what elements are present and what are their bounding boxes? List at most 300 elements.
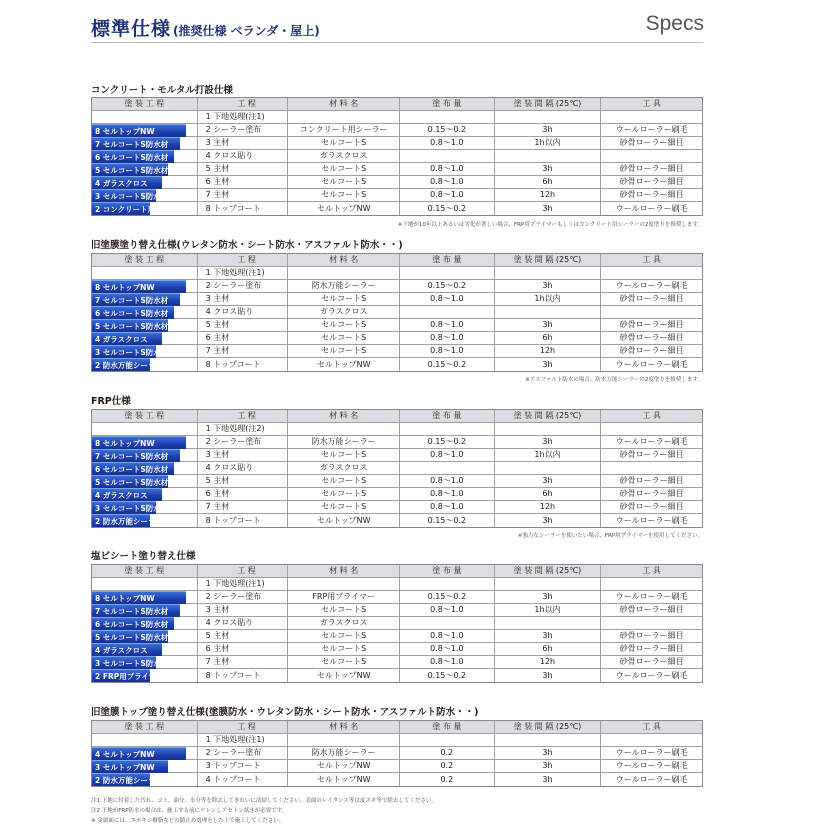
table-cell — [494, 423, 601, 435]
table-cell: 4 クロス貼り — [197, 617, 288, 629]
table-header-row — [92, 410, 702, 423]
table-cell: ガラスクロス — [287, 617, 399, 629]
table-cell: 0.2 — [399, 773, 494, 786]
table-cell — [600, 150, 702, 162]
layer-step-label: 7 セルコートS防水材 — [92, 137, 180, 150]
table-cell: 2 シーラー塗布 — [197, 280, 288, 292]
table-cell — [287, 578, 399, 590]
table-cell: セルコートS — [287, 501, 399, 513]
column-header: 工 程 — [197, 98, 288, 110]
table-cell — [600, 734, 702, 746]
stair-cell — [92, 423, 197, 435]
table-row — [92, 293, 702, 306]
column-header: 塗 布 量 — [399, 254, 494, 266]
table-cell — [600, 617, 702, 629]
layer-step-label: 6 セルコートS防水材 — [92, 462, 174, 475]
table-cell: 0.15〜0.2 — [399, 280, 494, 292]
table-cell: 0.15〜0.2 — [399, 669, 494, 682]
section-title: 旧塗膜塗り替え仕様(ウレタン防水・シート防水・アスファルト防水・・) — [91, 240, 403, 251]
table-cell — [600, 267, 702, 279]
table-row — [92, 475, 702, 488]
layer-step-label: 7 セルコートS防水材 — [92, 449, 180, 462]
table-cell: 3h — [494, 280, 601, 292]
column-header: 材 料 名 — [287, 721, 399, 733]
column-header: 工 具 — [600, 98, 702, 110]
table-cell: 6h — [494, 488, 601, 500]
column-header: 塗 装 間 隔 (25℃) — [494, 98, 601, 110]
table-cell: 1 下地処理(注1) — [197, 111, 288, 123]
table-cell: セルコートS — [287, 189, 399, 201]
table-cell — [600, 423, 702, 435]
layer-step-label: 2 防水万能シーラー — [92, 773, 150, 786]
table-cell: 1h以内 — [494, 293, 601, 305]
layer-step-label: 4 セルトップNW — [92, 747, 186, 760]
table-cell: 1h以内 — [494, 604, 601, 616]
layer-step-label: 3 セルコートS防水材 — [92, 345, 156, 358]
section-title: FRP仕様 — [91, 396, 131, 407]
table-cell: 砂骨ローラー細目 — [600, 345, 702, 357]
table-row — [92, 111, 702, 124]
column-header: 塗 布 量 — [399, 98, 494, 110]
table-cell: ウールローラー刷毛 — [600, 358, 702, 371]
table-row — [92, 189, 702, 202]
table-cell: 0.8〜1.0 — [399, 345, 494, 357]
table-cell — [399, 734, 494, 746]
column-header: 工 程 — [197, 410, 288, 422]
table-cell: 4 トップコート — [197, 773, 288, 786]
table-cell: 1 下地処理(注1) — [197, 267, 288, 279]
table-cell: 7 主材 — [197, 501, 288, 513]
spec-table — [91, 564, 703, 683]
table-cell: 3 主材 — [197, 449, 288, 461]
table-cell: 0.15〜0.2 — [399, 124, 494, 136]
layer-step-label: 7 セルコートS防水材 — [92, 293, 180, 306]
table-cell: ウールローラー刷毛 — [600, 202, 702, 215]
column-header: 工 程 — [197, 721, 288, 733]
column-header: 材 料 名 — [287, 254, 399, 266]
table-cell: 0.15〜0.2 — [399, 591, 494, 603]
table-cell: 1h以内 — [494, 137, 601, 149]
table-cell: セルコートS — [287, 332, 399, 344]
table-cell: 防水万能シーラー — [287, 747, 399, 759]
layer-step-label: 3 セルコートS防水材 — [92, 501, 156, 514]
table-row — [92, 488, 702, 501]
table-cell: 砂骨ローラー細目 — [600, 604, 702, 616]
table-cell: 防水万能シーラー — [287, 280, 399, 292]
stair-cell — [92, 578, 197, 590]
layer-step-label: 2 防水万能シーラー — [92, 514, 150, 527]
table-row — [92, 332, 702, 345]
table-cell: 3h — [494, 747, 601, 759]
table-row — [92, 345, 702, 358]
column-header: 工 程 — [197, 254, 288, 266]
table-cell: 3 主材 — [197, 293, 288, 305]
table-cell — [494, 306, 601, 318]
layer-step-label: 4 ガラスクロス — [92, 176, 162, 189]
table-cell: 4 クロス貼り — [197, 462, 288, 474]
column-header: 工 程 — [197, 565, 288, 577]
table-row — [92, 734, 702, 747]
table-cell: セルトップNW — [287, 669, 399, 682]
table-cell — [287, 267, 399, 279]
table-row — [92, 137, 702, 150]
column-header: 塗 装 工 程 — [124, 411, 165, 420]
table-cell: セルコートS — [287, 643, 399, 655]
table-cell: セルコートS — [287, 449, 399, 461]
table-cell: 3h — [494, 514, 601, 527]
layer-step-label: 2 防水万能シーラー — [92, 358, 150, 371]
table-cell: 砂骨ローラー細目 — [600, 332, 702, 344]
table-cell — [494, 462, 601, 474]
table-header-row — [92, 721, 702, 734]
column-header: 塗 装 工 程 — [124, 255, 165, 264]
layer-step-label: 3 セルコートS防水材 — [92, 656, 156, 669]
table-cell: ガラスクロス — [287, 150, 399, 162]
table-row — [92, 423, 702, 436]
table-cell: 砂骨ローラー細目 — [600, 449, 702, 461]
layer-step-label: 4 ガラスクロス — [92, 488, 162, 501]
table-cell — [287, 423, 399, 435]
table-cell — [399, 423, 494, 435]
column-header: 工 具 — [600, 565, 702, 577]
page-title — [91, 14, 320, 41]
table-cell: 0.15〜0.2 — [399, 436, 494, 448]
table-cell: 0.2 — [399, 760, 494, 772]
table-cell: 8 トップコート — [197, 202, 288, 215]
column-header: 塗 装 間 隔 (25℃) — [494, 721, 601, 733]
table-cell: 3 主材 — [197, 604, 288, 616]
table-cell: ウールローラー刷毛 — [600, 124, 702, 136]
table-cell: 砂骨ローラー細目 — [600, 488, 702, 500]
table-row — [92, 643, 702, 656]
column-header: 塗 装 工 程 — [124, 566, 165, 575]
layer-step-label: 6 セルコートS防水材 — [92, 150, 174, 163]
table-row — [92, 306, 702, 319]
section-title: コンクリート・モルタル打設仕様 — [91, 85, 233, 96]
table-cell: セルトップNW — [287, 202, 399, 215]
column-header: 塗 装 工 程 — [124, 99, 165, 108]
table-cell: 6h — [494, 332, 601, 344]
table-cell: セルコートS — [287, 345, 399, 357]
table-cell: セルトップNW — [287, 760, 399, 772]
table-cell: 砂骨ローラー細目 — [600, 176, 702, 188]
table-cell — [399, 617, 494, 629]
stair-cell — [92, 111, 197, 123]
table-cell: セルコートS — [287, 137, 399, 149]
table-cell — [287, 111, 399, 123]
table-cell: 5 主材 — [197, 163, 288, 175]
table-cell: 0.8〜1.0 — [399, 137, 494, 149]
table-cell — [399, 111, 494, 123]
table-cell: 3h — [494, 163, 601, 175]
layer-step-label: 5 セルコートS防水材 — [92, 475, 168, 488]
table-cell: 2 シーラー塗布 — [197, 436, 288, 448]
table-header-row — [92, 254, 702, 267]
table-row — [92, 656, 702, 669]
table-cell — [287, 734, 399, 746]
table-cell: 4 クロス貼り — [197, 306, 288, 318]
table-row — [92, 514, 702, 527]
footnote: 注1 下地に付着した汚れ、ゴミ、油分、水分等を除去してきれいに清掃してください。表面のレイタンス等は皮スキ等で除去してください。 — [91, 798, 437, 804]
table-cell: 0.15〜0.2 — [399, 358, 494, 371]
table-cell: 0.8〜1.0 — [399, 449, 494, 461]
table-cell: セルコートS — [287, 656, 399, 668]
table-cell: セルコートS — [287, 176, 399, 188]
table-cell: 砂骨ローラー細目 — [600, 656, 702, 668]
table-cell: 0.8〜1.0 — [399, 604, 494, 616]
column-header: 塗 装 間 隔 (25℃) — [494, 565, 601, 577]
table-cell: 5 主材 — [197, 630, 288, 642]
section-title: 旧塗膜トップ塗り替え仕様(塗膜防水・ウレタン防水・シート防水・アスファルト防水・・) — [91, 707, 479, 718]
table-cell: 0.15〜0.2 — [399, 202, 494, 215]
layer-step-label: 7 セルコートS防水材 — [92, 604, 180, 617]
table-cell: 0.8〜1.0 — [399, 176, 494, 188]
layer-step-label: 2 FRP用プライマー — [92, 669, 150, 682]
layer-step-label: 5 セルコートS防水材 — [92, 319, 168, 332]
section-title: 塩ビシート塗り替え仕様 — [91, 551, 196, 562]
table-cell: 6 主材 — [197, 176, 288, 188]
table-cell: 12h — [494, 189, 601, 201]
table-cell: ガラスクロス — [287, 462, 399, 474]
column-header: 材 料 名 — [287, 410, 399, 422]
table-cell: 7 主材 — [197, 345, 288, 357]
table-cell: ウールローラー刷毛 — [600, 760, 702, 772]
table-cell: セルコートS — [287, 604, 399, 616]
table-cell: 砂骨ローラー細目 — [600, 293, 702, 305]
table-row — [92, 604, 702, 617]
table-row — [92, 449, 702, 462]
column-header: 塗 布 量 — [399, 410, 494, 422]
table-cell: 3h — [494, 124, 601, 136]
table-cell — [399, 578, 494, 590]
column-header: 塗 布 量 — [399, 565, 494, 577]
table-cell: 3h — [494, 475, 601, 487]
column-header: 材 料 名 — [287, 98, 399, 110]
table-cell: 4 クロス貼り — [197, 150, 288, 162]
layer-step-label: 4 ガラスクロス — [92, 332, 162, 345]
column-header: 工 具 — [600, 254, 702, 266]
table-cell: 3h — [494, 358, 601, 371]
table-cell: 5 主材 — [197, 319, 288, 331]
table-cell: 砂骨ローラー細目 — [600, 643, 702, 655]
table-cell: セルコートS — [287, 319, 399, 331]
table-cell: 0.8〜1.0 — [399, 656, 494, 668]
table-cell: ウールローラー刷毛 — [600, 280, 702, 292]
layer-step-label: 8 セルトップNW — [92, 436, 186, 449]
table-cell — [399, 306, 494, 318]
table-cell: 3h — [494, 630, 601, 642]
table-cell: ウールローラー刷毛 — [600, 747, 702, 759]
table-cell: 砂骨ローラー細目 — [600, 501, 702, 513]
table-cell: FRP用プライマー — [287, 591, 399, 603]
layer-step-label: 8 セルトップNW — [92, 591, 186, 604]
table-cell: 12h — [494, 345, 601, 357]
table-cell: 12h — [494, 656, 601, 668]
table-cell: 12h — [494, 501, 601, 513]
table-cell: セルコートS — [287, 163, 399, 175]
layer-step-label: 8 セルトップNW — [92, 124, 186, 137]
table-header-row — [92, 565, 702, 578]
column-header: 工 具 — [600, 410, 702, 422]
header-divider — [91, 42, 703, 43]
table-cell: 6h — [494, 176, 601, 188]
table-row — [92, 150, 702, 163]
specs-label: Specs — [645, 12, 704, 35]
table-cell — [600, 306, 702, 318]
table-row — [92, 163, 702, 176]
table-cell: 3h — [494, 760, 601, 772]
table-cell: 7 主材 — [197, 656, 288, 668]
footnote: 注2 下地がFRP防水の場合は、施工する前にケレンしアセトン拭きが必要です。 — [91, 808, 288, 814]
table-cell: 6 主材 — [197, 332, 288, 344]
layer-step-label: 5 セルコートS防水材 — [92, 163, 168, 176]
table-cell: 0.8〜1.0 — [399, 475, 494, 487]
column-header: 塗 布 量 — [399, 721, 494, 733]
table-cell: 5 主材 — [197, 475, 288, 487]
table-cell: ウールローラー刷毛 — [600, 591, 702, 603]
table-cell: 3h — [494, 669, 601, 682]
column-header: 塗 装 間 隔 (25℃) — [494, 254, 601, 266]
table-cell: 8 トップコート — [197, 358, 288, 371]
table-cell: 3h — [494, 319, 601, 331]
table-cell: 1 下地処理(注1) — [197, 734, 288, 746]
column-header: 工 具 — [600, 721, 702, 733]
table-row — [92, 617, 702, 630]
table-cell: ウールローラー刷毛 — [600, 669, 702, 682]
table-cell — [399, 267, 494, 279]
table-row — [92, 267, 702, 280]
table-cell: 3h — [494, 591, 601, 603]
table-cell: ウールローラー刷毛 — [600, 436, 702, 448]
table-row — [92, 773, 702, 786]
table-cell: 6 主材 — [197, 643, 288, 655]
table-cell: セルコートS — [287, 475, 399, 487]
table-row — [92, 462, 702, 475]
table-cell — [494, 267, 601, 279]
table-cell: 砂骨ローラー細目 — [600, 475, 702, 487]
layer-step-label: 3 セルコートS防水材 — [92, 189, 156, 202]
table-cell: 砂骨ローラー細目 — [600, 163, 702, 175]
table-cell: 6h — [494, 643, 601, 655]
table-cell: セルコートS — [287, 293, 399, 305]
layer-step-label: 3 セルトップNW — [92, 760, 168, 773]
table-cell: セルコートS — [287, 488, 399, 500]
section-note: ※アスファルト防水の場合、防水万能シーラーの2度塗りを推奨します。 — [525, 377, 703, 383]
table-cell: 1 下地処理(注2) — [197, 423, 288, 435]
page-subtitle: (推奨仕様 ベランダ・屋上) — [173, 24, 320, 38]
table-cell: ガラスクロス — [287, 306, 399, 318]
table-cell: 3h — [494, 202, 601, 215]
table-cell: セルコートS — [287, 630, 399, 642]
spec-table — [91, 253, 703, 372]
table-cell: セルトップNW — [287, 773, 399, 786]
table-cell: 砂骨ローラー細目 — [600, 319, 702, 331]
spec-table — [91, 409, 703, 528]
table-cell: 3 主材 — [197, 137, 288, 149]
table-cell: 1 下地処理(注1) — [197, 578, 288, 590]
table-cell: セルトップNW — [287, 514, 399, 527]
table-row — [92, 578, 702, 591]
table-cell: コンクリート用シーラー — [287, 124, 399, 136]
table-cell: 0.8〜1.0 — [399, 488, 494, 500]
table-cell: 砂骨ローラー細目 — [600, 137, 702, 149]
layer-step-label: 6 セルコートS防水材 — [92, 306, 174, 319]
table-cell: セルトップNW — [287, 358, 399, 371]
layer-step-label: 4 ガラスクロス — [92, 643, 162, 656]
table-cell: 0.8〜1.0 — [399, 293, 494, 305]
page-title-text: 標準仕様 — [91, 18, 172, 40]
table-row — [92, 358, 702, 371]
table-cell — [494, 578, 601, 590]
table-cell: 0.8〜1.0 — [399, 163, 494, 175]
table-cell — [600, 578, 702, 590]
table-cell: 7 主材 — [197, 189, 288, 201]
layer-step-label: 8 セルトップNW — [92, 280, 186, 293]
table-row — [92, 176, 702, 189]
section-note: ※下地が10年以上あるいは劣化が著しい場合、FRP用プライマーもしくはコンクリート用シーラーの2度塗りを推奨します。 — [397, 222, 703, 228]
table-row — [92, 669, 702, 682]
column-header: 塗 装 工 程 — [124, 722, 165, 731]
table-cell: 0.2 — [399, 747, 494, 759]
table-cell: 0.8〜1.0 — [399, 630, 494, 642]
layer-step-label: 6 セルコートS防水材 — [92, 617, 174, 630]
table-cell: ウールローラー刷毛 — [600, 773, 702, 786]
table-cell: 0.15〜0.2 — [399, 514, 494, 527]
table-cell — [494, 734, 601, 746]
table-cell — [600, 462, 702, 474]
table-cell: 3h — [494, 773, 601, 786]
table-cell: 3h — [494, 436, 601, 448]
table-cell: 0.8〜1.0 — [399, 189, 494, 201]
footnote: ※ 金属面には、エポキシ樹脂などの錆止め処理をした上で施工してください。 — [91, 818, 285, 824]
table-cell: 8 トップコート — [197, 669, 288, 682]
layer-step-label: 2 コンクリート用シーラー — [92, 202, 150, 215]
table-cell — [399, 462, 494, 474]
table-cell: 0.8〜1.0 — [399, 332, 494, 344]
table-cell: 8 トップコート — [197, 514, 288, 527]
table-cell: 砂骨ローラー細目 — [600, 189, 702, 201]
spec-table — [91, 97, 703, 216]
table-cell: ウールローラー刷毛 — [600, 514, 702, 527]
stair-cell — [92, 734, 197, 746]
column-header: 材 料 名 — [287, 565, 399, 577]
table-row — [92, 319, 702, 332]
table-cell: 2 シーラー塗布 — [197, 124, 288, 136]
column-header: 塗 装 間 隔 (25℃) — [494, 410, 601, 422]
table-header-row — [92, 98, 702, 111]
table-cell: 0.8〜1.0 — [399, 319, 494, 331]
table-cell — [399, 150, 494, 162]
table-cell — [494, 111, 601, 123]
table-row — [92, 501, 702, 514]
table-cell: 防水万能シーラー — [287, 436, 399, 448]
table-cell: 砂骨ローラー細目 — [600, 630, 702, 642]
table-cell: 3 トップコート — [197, 760, 288, 772]
table-cell — [494, 150, 601, 162]
table-cell — [494, 617, 601, 629]
table-cell: 1h以内 — [494, 449, 601, 461]
table-cell: 2 シーラー塗布 — [197, 591, 288, 603]
table-cell: 6 主材 — [197, 488, 288, 500]
table-row — [92, 760, 702, 773]
table-cell: 2 シーラー塗布 — [197, 747, 288, 759]
stair-cell — [92, 267, 197, 279]
table-cell: 0.8〜1.0 — [399, 501, 494, 513]
table-row — [92, 630, 702, 643]
section-note: ※強力なシーラーを使いたい場合、FRP用プライマーを使用してください。 — [517, 533, 703, 539]
table-cell: 0.8〜1.0 — [399, 643, 494, 655]
table-cell — [600, 111, 702, 123]
